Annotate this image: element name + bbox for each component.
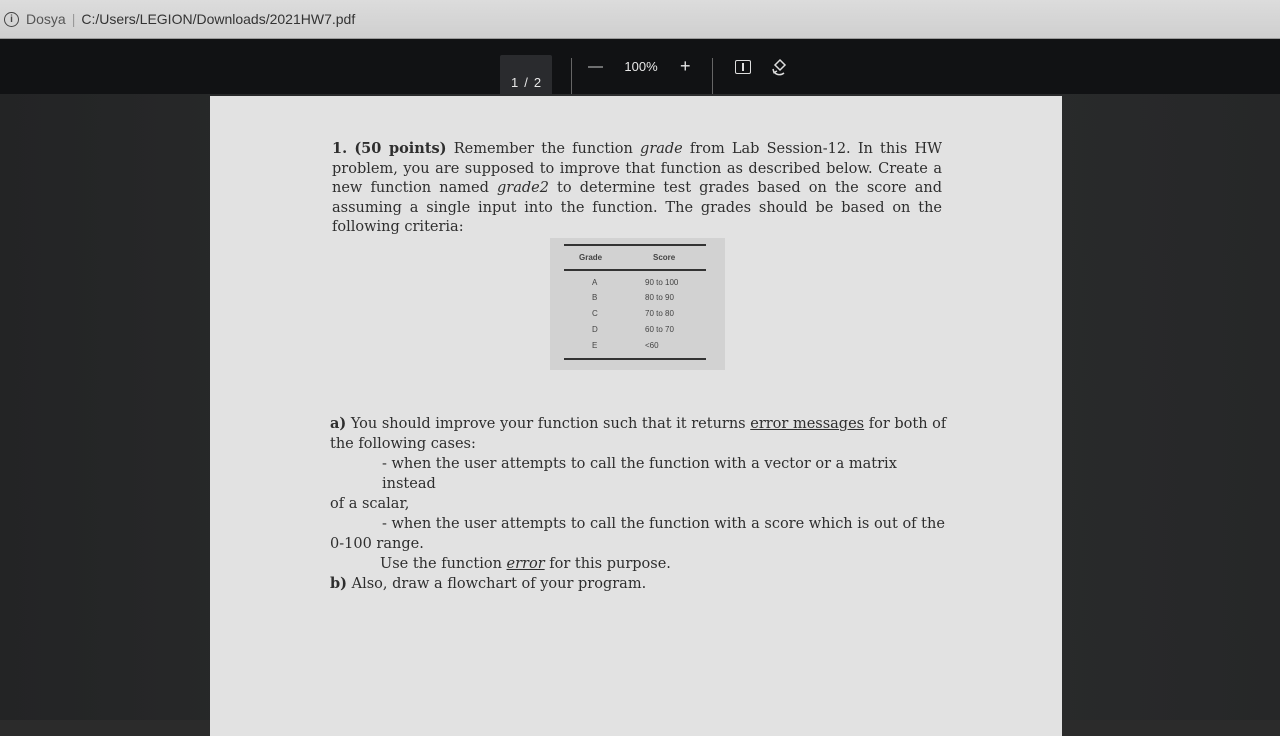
table-cell-score: 70 to 80 bbox=[645, 309, 674, 318]
q1-text: to determine test grades based on the score and assuming a single input into the function. The grades should be based on the following criteria: bbox=[332, 180, 942, 235]
q1-number: 1. bbox=[332, 140, 348, 157]
table-cell-score: 90 to 100 bbox=[645, 278, 679, 287]
table-cell-grade: E bbox=[592, 341, 598, 350]
table-header-score: Score bbox=[653, 253, 676, 262]
table-cell-grade: B bbox=[592, 293, 598, 302]
rotate-button[interactable] bbox=[770, 39, 790, 94]
part-a-case-2: - when the user attempts to call the function with a score which is out of the bbox=[382, 516, 945, 532]
total-pages: 2 bbox=[533, 75, 542, 90]
part-a-label: a) bbox=[330, 415, 347, 432]
address-bar[interactable] bbox=[0, 0, 1280, 39]
use-text: for this purpose. bbox=[544, 556, 671, 572]
table-rule bbox=[564, 358, 706, 360]
q1-points: (50 points) bbox=[354, 140, 447, 157]
part-a-case-2-cont: 0-100 range. bbox=[330, 536, 424, 552]
grade-criteria-table bbox=[550, 238, 725, 370]
part-b-text: Also, draw a flowchart of your program. bbox=[347, 576, 647, 592]
table-cell-grade: D bbox=[592, 325, 598, 334]
question-1 bbox=[332, 139, 942, 238]
zoom-level[interactable]: 100% bbox=[624, 59, 658, 74]
part-a-text: for both of the following cases: bbox=[330, 416, 947, 452]
q1-text: Remember the function bbox=[446, 141, 641, 157]
fit-page-icon bbox=[735, 60, 751, 74]
q1-fn-grade2: grade2 bbox=[496, 180, 549, 196]
table-cell-score: 60 to 70 bbox=[645, 325, 674, 334]
part-a-case-1: - when the user attempts to call the function with a vector or a matrix instead bbox=[382, 456, 897, 492]
rotate-icon bbox=[770, 57, 790, 77]
table-header-grade: Grade bbox=[579, 253, 603, 262]
zoom-in-button[interactable] bbox=[680, 39, 691, 94]
table-rule bbox=[564, 269, 706, 271]
address-separator: | bbox=[71, 11, 76, 27]
table-rule bbox=[564, 244, 706, 246]
site-label: Dosya bbox=[26, 11, 66, 27]
use-text: Use the function bbox=[380, 556, 507, 572]
pdf-toolbar bbox=[0, 39, 1280, 94]
table-cell-score: 80 to 90 bbox=[645, 293, 674, 302]
info-icon[interactable]: i bbox=[4, 12, 19, 27]
part-a-intro bbox=[330, 414, 950, 454]
plus-icon: + bbox=[680, 56, 691, 76]
table-cell-grade: C bbox=[592, 309, 598, 318]
part-b-label: b) bbox=[330, 575, 347, 592]
zoom-out-button[interactable] bbox=[588, 39, 603, 94]
page-separator: / bbox=[524, 75, 528, 90]
url-text[interactable]: C:/Users/LEGION/Downloads/2021HW7.pdf bbox=[81, 11, 356, 27]
part-a bbox=[330, 414, 950, 574]
part-a-case-1-cont: of a scalar, bbox=[330, 496, 410, 512]
part-a-text: You should improve your function such that it returns bbox=[346, 416, 751, 432]
current-page[interactable]: 1 bbox=[510, 75, 519, 90]
fit-to-page-button[interactable] bbox=[735, 39, 751, 94]
minus-icon: — bbox=[588, 58, 603, 75]
part-b bbox=[330, 574, 950, 594]
pdf-page[interactable] bbox=[210, 96, 1062, 736]
q1-text: from Lab Session-12. In this HW problem, you are supposed to improve that function as described below. Create a new function named bbox=[332, 141, 943, 196]
part-a-use-error bbox=[330, 554, 950, 574]
table-cell-grade: A bbox=[592, 278, 598, 287]
table-cell-score: <60 bbox=[645, 341, 659, 350]
error-fn: error bbox=[506, 556, 545, 572]
error-messages-underlined: error messages bbox=[750, 416, 865, 432]
q1-fn-grade: grade bbox=[640, 141, 683, 157]
